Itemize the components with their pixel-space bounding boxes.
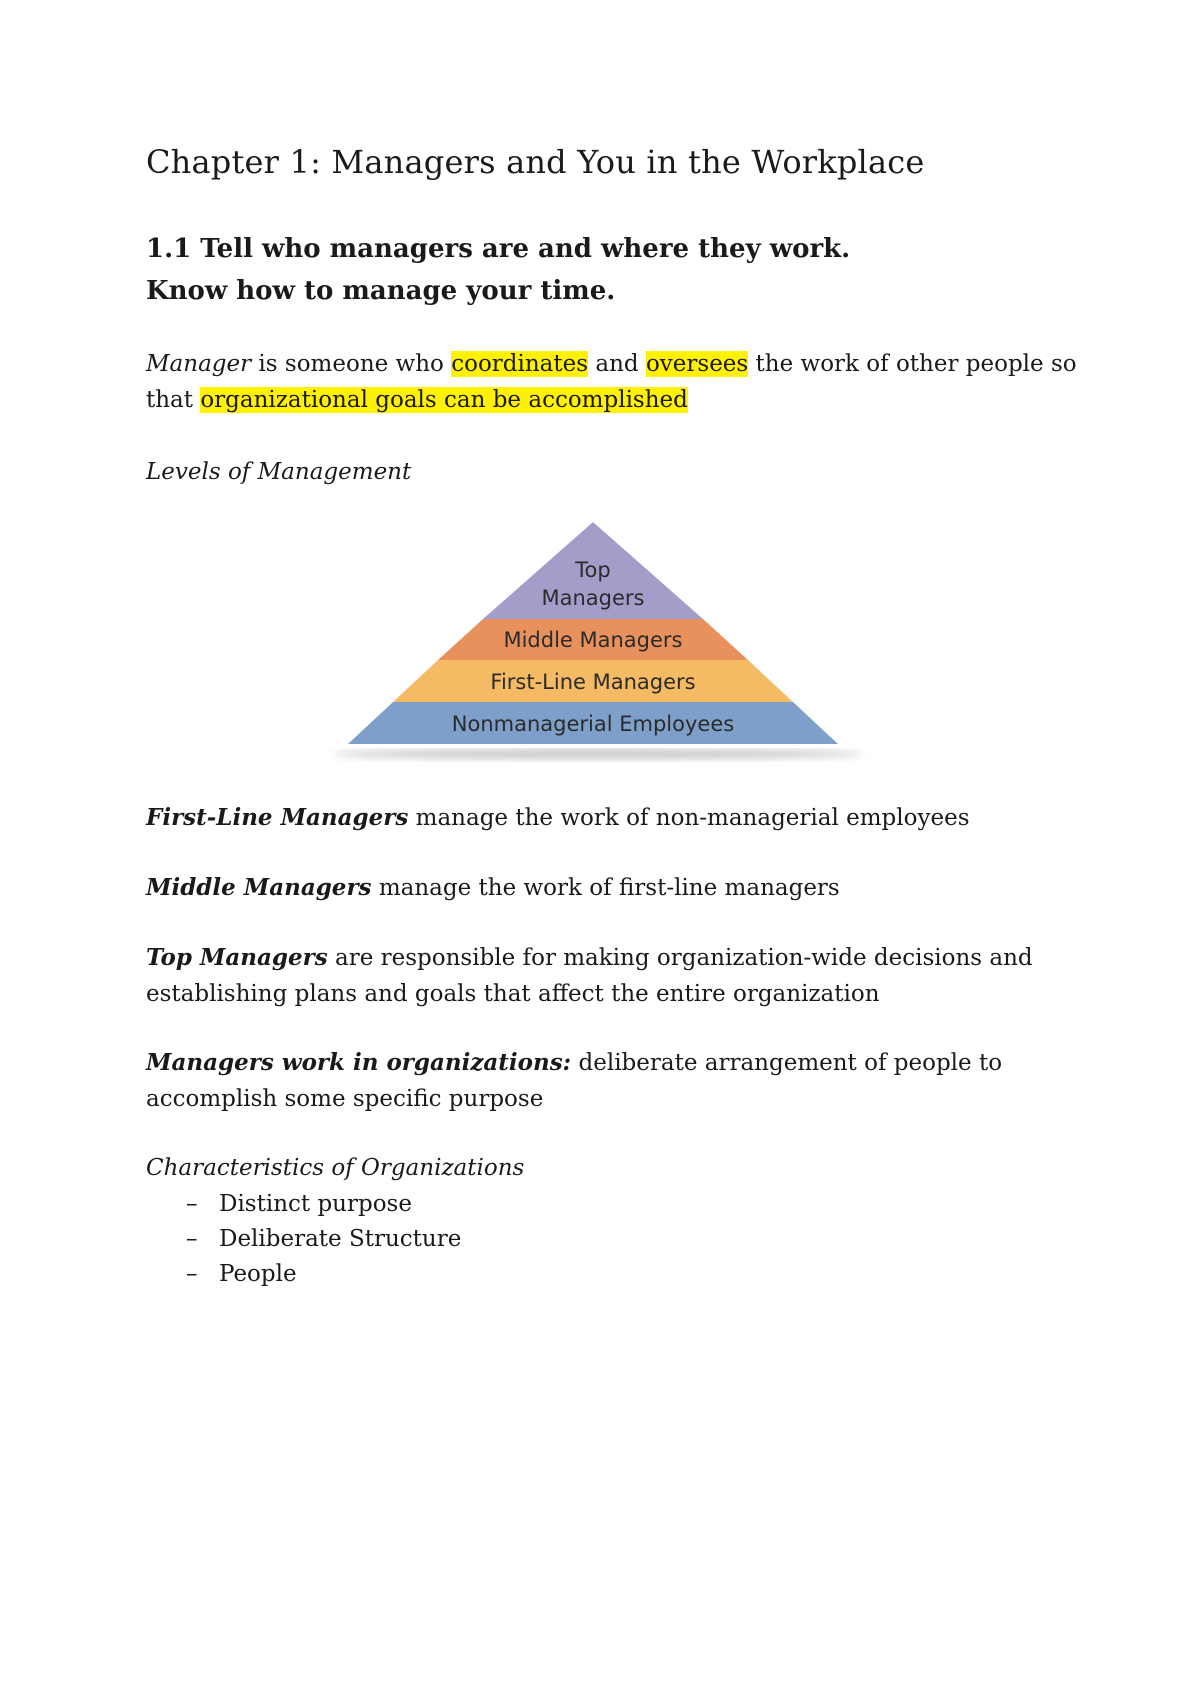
- list-item-text: People: [219, 1261, 297, 1287]
- definition-text: is someone who: [251, 351, 452, 377]
- list-dash: –: [186, 1226, 198, 1252]
- organizations-definition: [146, 1045, 1086, 1117]
- definition-text: manage the work of first-line managers: [371, 875, 840, 901]
- definition-text: manage the work of non-managerial employees: [408, 805, 970, 831]
- levels-heading: [146, 454, 1086, 490]
- characteristics-list: [186, 1187, 461, 1292]
- term-organizations: Managers work in organizations:: [146, 1049, 572, 1076]
- section-heading-line1: 1.1 Tell who managers are and where they work.: [146, 234, 851, 264]
- middle-definition: [146, 870, 1086, 906]
- term-first-line-managers: First-Line Managers: [146, 804, 409, 831]
- definition-text: deliberate arrangement of people to accomplish some specific purpose: [146, 1050, 1003, 1112]
- term-top-managers: Top Managers: [146, 944, 328, 971]
- pyramid-label-top-line1: Top: [575, 558, 611, 582]
- term-middle-managers: Middle Managers: [146, 874, 372, 901]
- highlight-organizational-goals: organizational goals can be accomplished: [200, 387, 688, 413]
- definition-text: and: [588, 351, 646, 377]
- pyramid-label-nonmanagerial: Nonmanagerial Employees: [451, 712, 735, 736]
- pyramid-label-top-line2: Managers: [541, 586, 645, 610]
- chapter-title: Chapter 1: Managers and You in the Workplace: [146, 143, 925, 181]
- management-pyramid: [318, 522, 878, 762]
- section-heading-line2: Know how to manage your time.: [146, 276, 616, 306]
- pyramid-label-middle: Middle Managers: [503, 628, 683, 652]
- levels-heading-text: Levels of Management: [146, 459, 412, 485]
- term-manager: Manager: [146, 351, 252, 377]
- top-definition: [146, 940, 1086, 1012]
- pyramid-label-first-line: First-Line Managers: [490, 670, 696, 694]
- list-dash: –: [186, 1191, 198, 1217]
- list-item: [186, 1222, 461, 1257]
- list-item-text: Deliberate Structure: [219, 1226, 462, 1252]
- manager-definition: [146, 346, 1086, 418]
- list-item-text: Distinct purpose: [219, 1191, 412, 1217]
- characteristics-heading: [146, 1150, 1086, 1186]
- list-dash: –: [186, 1261, 198, 1287]
- highlight-coordinates: coordinates: [451, 351, 589, 377]
- list-item: [186, 1187, 461, 1222]
- definition-text: the work of other people so that: [146, 351, 1077, 413]
- definition-text: are responsible for making organization-wide decisions and establishing plans and goals that affect the entire organization: [146, 945, 1033, 1007]
- characteristics-heading-text: Characteristics of Organizations: [146, 1155, 525, 1181]
- list-item: [186, 1257, 461, 1292]
- highlight-oversees: oversees: [645, 351, 749, 377]
- pyramid-shadow: [333, 749, 863, 759]
- first-line-definition: [146, 800, 1086, 836]
